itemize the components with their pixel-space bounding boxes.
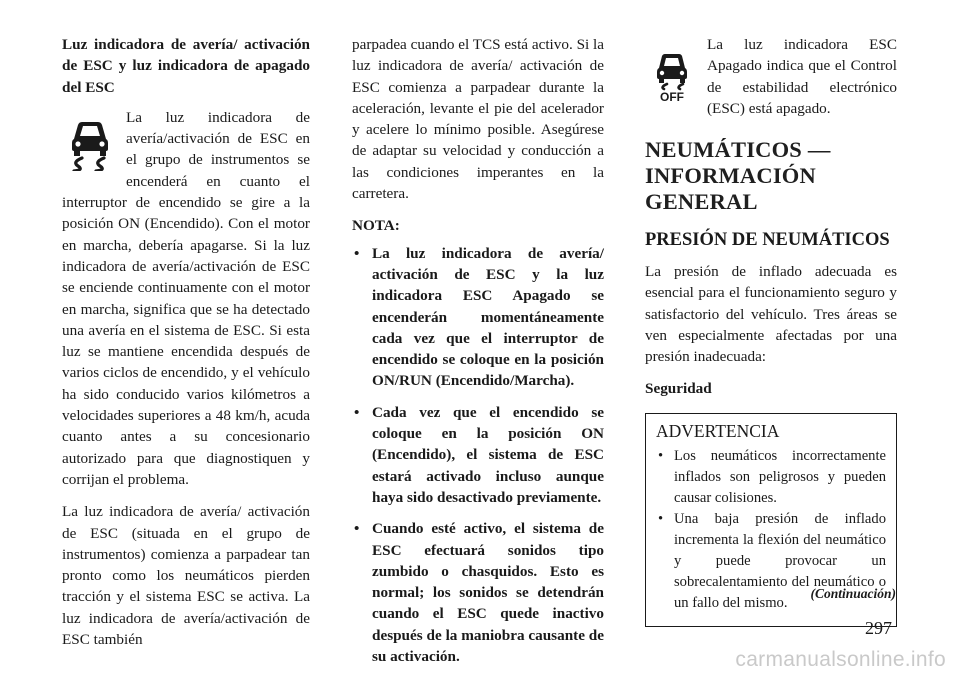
pressure-paragraph: La presión de inflado adecuada es esencial para el funcionamiento seguro y satisfactorio del vehículo. Tres áreas se ven especialmente afectadas por una presión inadecuada: [645,263,897,366]
nota-item: • Cada vez que el encendido se coloque en la posición ON (Encendido), el sistema de ESC estará activado incluso aunque haya sido desactivado previamente. [352,402,604,508]
esc-paragraph-1 [62,107,310,490]
nota-label: NOTA: [352,217,400,235]
esc-paragraph-1-text: La luz indicadora de avería/activación de ESC en el grupo de instrumentos se encenderá en cuanto el interruptor de encendido se gire a la posición ON (Encendido). Con el motor en marcha, debería apagarse. Si la luz indicadora de avería/activación de ESC se enciende continuamente con el motor en marcha, significa que se ha detectado una avería en el sistema de ESC. Si esta luz se mantiene encendida después de varios ciclos de encendido, y el vehículo ha sido conducido varios kilómetros a velocidades superiores a 48 km/h, acuda cuanto antes a su concesionario autorizado para que diagnostiquen y corrijan el problema. [62,108,310,488]
esc-off-icon-label: OFF [660,90,684,102]
warning-item: • Los neumáticos incorrectamente inflados son peligrosos y pueden causar colisiones. [656,446,886,509]
esc-paragraph-3: parpadea cuando el TCS está activo. Si la luz indicadora de avería/ activación de ESC comienza a parpadear durante la aceleración, levante el pie del acelerador y acelere lo mínimo posible. Asegúrese de adaptar su velocidad y conducción a las condiciones imperantes en la carretera. [352,36,604,203]
esc-off-paragraph [645,34,897,119]
page-number: 297 [865,618,892,638]
nota-item: • La luz indicadora de avería/ activación de ESC y la luz indicadora ESC Apagado se encenderán momentáneamente cada vez que el interruptor de encendido se coloque en la posición ON/RUN (Encendido/Marcha). [352,243,604,392]
watermark: carmanualsonline.info [735,648,946,671]
esc-off-icon [645,46,699,106]
continued-label: (Continuación) [810,586,896,601]
section-heading: PRESIÓN DE NEUMÁTICOS [645,230,890,251]
nota-item: • Cuando esté activo, el sistema de ESC efectuará sonidos tipo zumbido o chasquidos. Esto es normal; los sonidos se detendrán cuando el ESC quede inactivo después de la maniobra causante de su activación. [352,518,604,667]
column-middle [352,34,604,677]
esc-off-text: La luz indicadora ESC Apagado indica que el Control de estabilidad electrónico (ESC) está apagado. [707,36,897,117]
column-right [645,34,897,627]
nota-list [352,243,604,668]
warning-title: ADVERTENCIA [656,420,780,441]
column-left [62,34,310,650]
esc-skid-icon [62,111,118,171]
section-title: Luz indicadora de avería/ activación de ESC y luz indicadora de apagado del ESC [62,36,310,96]
chapter-heading: NEUMÁTICOS — INFORMACIÓN GENERAL [645,137,831,215]
warning-item: • Una baja presión de inflado incrementa la flexión del neumático y puede provocar un sobrecalentamiento del neumático o un fallo del mismo. [656,509,886,614]
esc-paragraph-2: La luz indicadora de avería/ activación de ESC (situada en el grupo de instrumentos) comienza a parpadear tan pronto como los neumáticos pierden tracción y el sistema ESC se activa. La luz indicadora de avería/activación de ESC también [62,503,310,649]
seguridad-label: Seguridad [645,379,712,397]
